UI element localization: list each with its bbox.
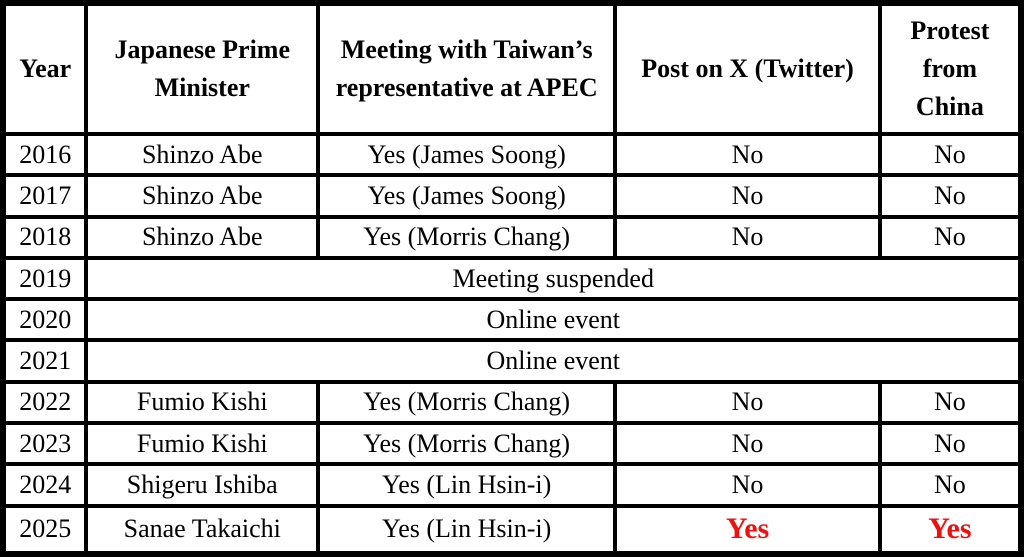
- cell-post: Yes: [615, 506, 879, 554]
- cell-pm: Shinzo Abe: [86, 134, 318, 175]
- cell-post: No: [615, 382, 879, 423]
- cell-meeting: Yes (Lin Hsin-i): [318, 464, 615, 505]
- cell-protest: No: [880, 217, 1021, 258]
- table-row: [3, 175, 1021, 216]
- header-cell-year: Year: [3, 3, 86, 134]
- cell-span-note: Online event: [86, 340, 1021, 381]
- cell-protest: Yes: [880, 506, 1021, 554]
- cell-meeting: Yes (Morris Chang): [318, 217, 615, 258]
- table-row: [3, 506, 1021, 554]
- table-row: [3, 217, 1021, 258]
- header-row: [3, 3, 1021, 134]
- table-row: [3, 258, 1021, 299]
- cell-post: No: [615, 464, 879, 505]
- cell-post: No: [615, 134, 879, 175]
- header-cell-pm: Japanese Prime Minister: [86, 3, 318, 134]
- header-cell-protest: Protest from China: [880, 3, 1021, 134]
- cell-post: No: [615, 423, 879, 464]
- cell-protest: No: [880, 134, 1021, 175]
- header-cell-meeting: Meeting with Taiwan’s representative at APEC: [318, 3, 615, 134]
- table-row: [3, 340, 1021, 381]
- cell-pm: Fumio Kishi: [86, 423, 318, 464]
- cell-year: 2022: [3, 382, 86, 423]
- cell-protest: No: [880, 175, 1021, 216]
- cell-year: 2016: [3, 134, 86, 175]
- cell-protest: No: [880, 423, 1021, 464]
- table-row: [3, 382, 1021, 423]
- cell-pm: Shinzo Abe: [86, 217, 318, 258]
- cell-meeting: Yes (James Soong): [318, 175, 615, 216]
- cell-post: No: [615, 175, 879, 216]
- cell-pm: Shinzo Abe: [86, 175, 318, 216]
- cell-protest: No: [880, 464, 1021, 505]
- table-row: [3, 299, 1021, 340]
- cell-year: 2020: [3, 299, 86, 340]
- table-row: [3, 134, 1021, 175]
- cell-protest: No: [880, 382, 1021, 423]
- cell-pm: Fumio Kishi: [86, 382, 318, 423]
- table-row: [3, 423, 1021, 464]
- cell-year: 2025: [3, 506, 86, 554]
- cell-year: 2024: [3, 464, 86, 505]
- table-body: [3, 134, 1021, 554]
- cell-pm: Shigeru Ishiba: [86, 464, 318, 505]
- table-row: [3, 464, 1021, 505]
- cell-span-note: Meeting suspended: [86, 258, 1021, 299]
- cell-meeting: Yes (Morris Chang): [318, 423, 615, 464]
- cell-year: 2021: [3, 340, 86, 381]
- cell-year: 2018: [3, 217, 86, 258]
- header-cell-post: Post on X (Twitter): [615, 3, 879, 134]
- cell-meeting: Yes (James Soong): [318, 134, 615, 175]
- cell-meeting: Yes (Morris Chang): [318, 382, 615, 423]
- cell-year: 2019: [3, 258, 86, 299]
- cell-meeting: Yes (Lin Hsin-i): [318, 506, 615, 554]
- cell-post: No: [615, 217, 879, 258]
- cell-span-note: Online event: [86, 299, 1021, 340]
- cell-year: 2017: [3, 175, 86, 216]
- cell-pm: Sanae Takaichi: [86, 506, 318, 554]
- cell-year: 2023: [3, 423, 86, 464]
